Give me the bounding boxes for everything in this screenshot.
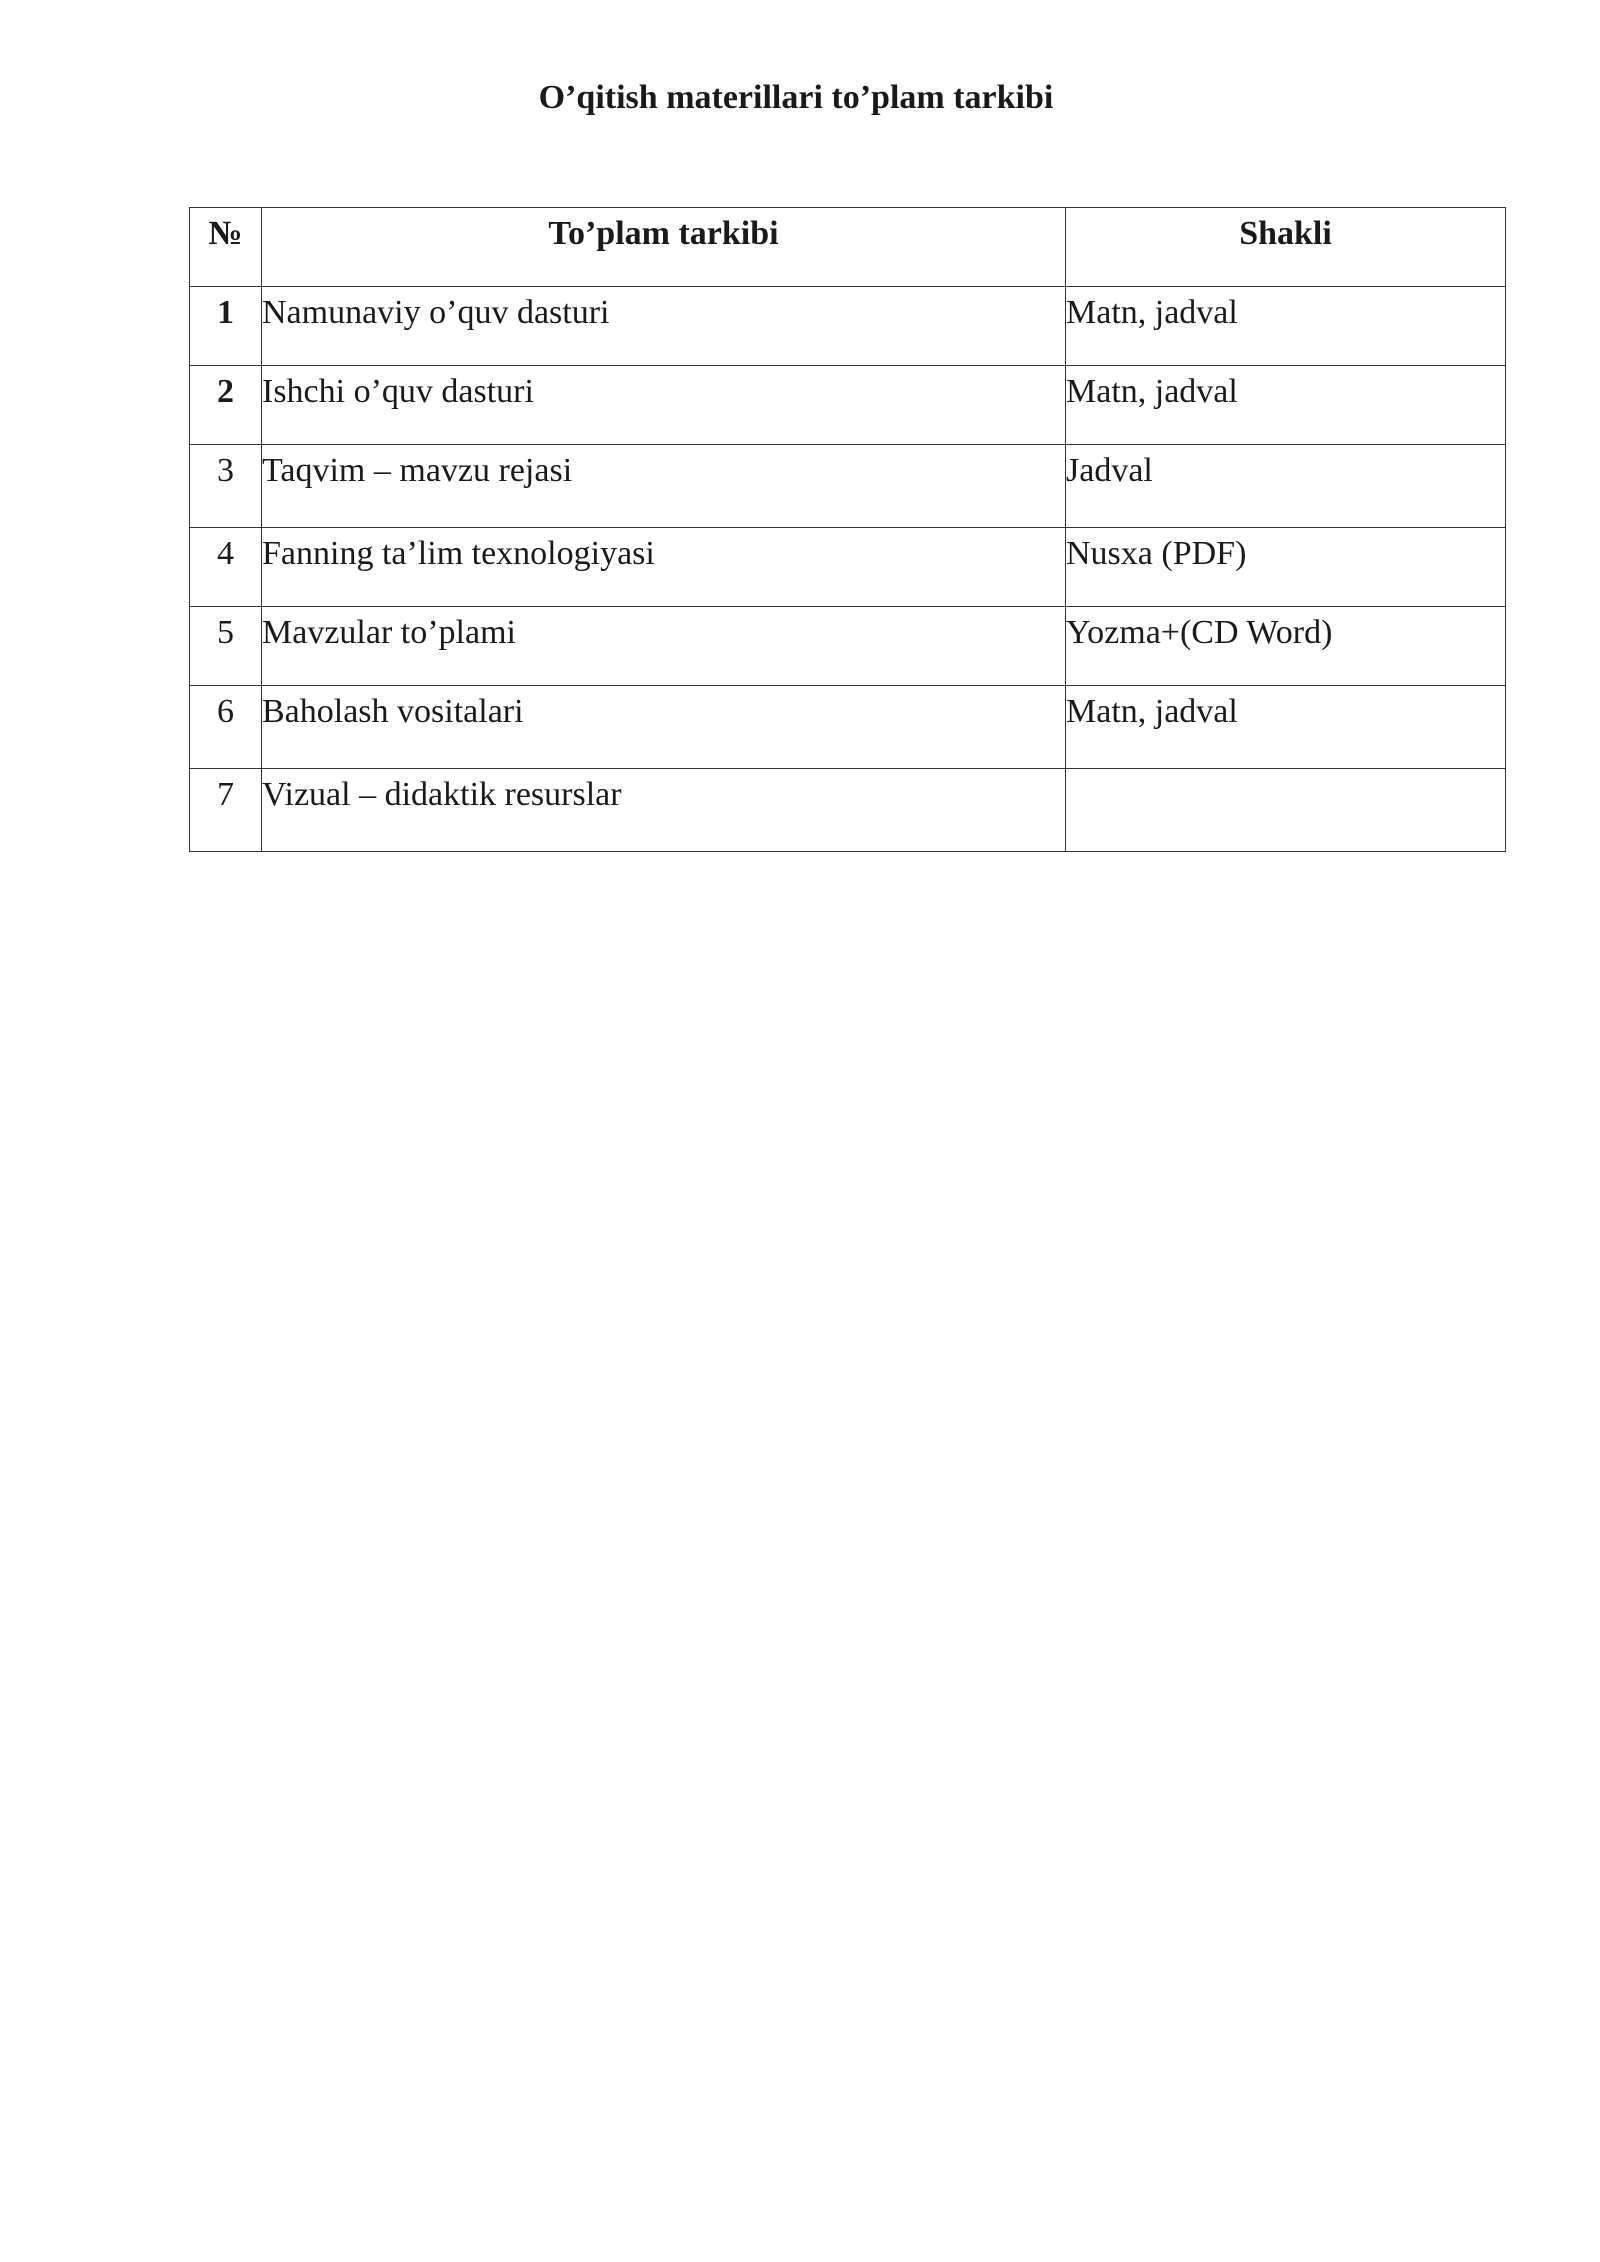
- row-contents: Taqvim – mavzu rejasi: [262, 445, 1066, 528]
- row-contents: Vizual – didaktik resurslar: [262, 769, 1066, 852]
- row-number: 4: [190, 528, 262, 607]
- row-form: Yozma+(CD Word): [1066, 607, 1506, 686]
- table-row: [190, 686, 1506, 769]
- row-form: Nusxa (PDF): [1066, 528, 1506, 607]
- table-row: [190, 366, 1506, 445]
- row-number: 5: [190, 607, 262, 686]
- page-title: [0, 76, 1600, 120]
- row-form: Matn, jadval: [1066, 287, 1506, 366]
- page-title-text: O’qitish materillari to’plam tarkibi: [538, 79, 1054, 116]
- row-contents: Ishchi o’quv dasturi: [262, 366, 1066, 445]
- row-form: Matn, jadval: [1066, 366, 1506, 445]
- row-number: 2: [190, 366, 262, 445]
- row-number: 6: [190, 686, 262, 769]
- table-header-row: [190, 208, 1506, 287]
- header-contents: To’plam tarkibi: [262, 208, 1066, 287]
- row-number: 7: [190, 769, 262, 852]
- table-row: [190, 287, 1506, 366]
- row-number: 1: [190, 287, 262, 366]
- row-contents: Baholash vositalari: [262, 686, 1066, 769]
- row-contents: Fanning ta’lim texnologiyasi: [262, 528, 1066, 607]
- table-row: [190, 445, 1506, 528]
- header-form: Shakli: [1066, 208, 1506, 287]
- table-row: [190, 528, 1506, 607]
- row-form: [1066, 769, 1506, 852]
- table-row: [190, 769, 1506, 852]
- row-number: 3: [190, 445, 262, 528]
- table-row: [190, 607, 1506, 686]
- row-form: Jadval: [1066, 445, 1506, 528]
- row-form: Matn, jadval: [1066, 686, 1506, 769]
- row-contents: Namunaviy o’quv dasturi: [262, 287, 1066, 366]
- row-contents: Mavzular to’plami: [262, 607, 1066, 686]
- header-number: №: [190, 208, 262, 287]
- contents-table: [189, 207, 1506, 852]
